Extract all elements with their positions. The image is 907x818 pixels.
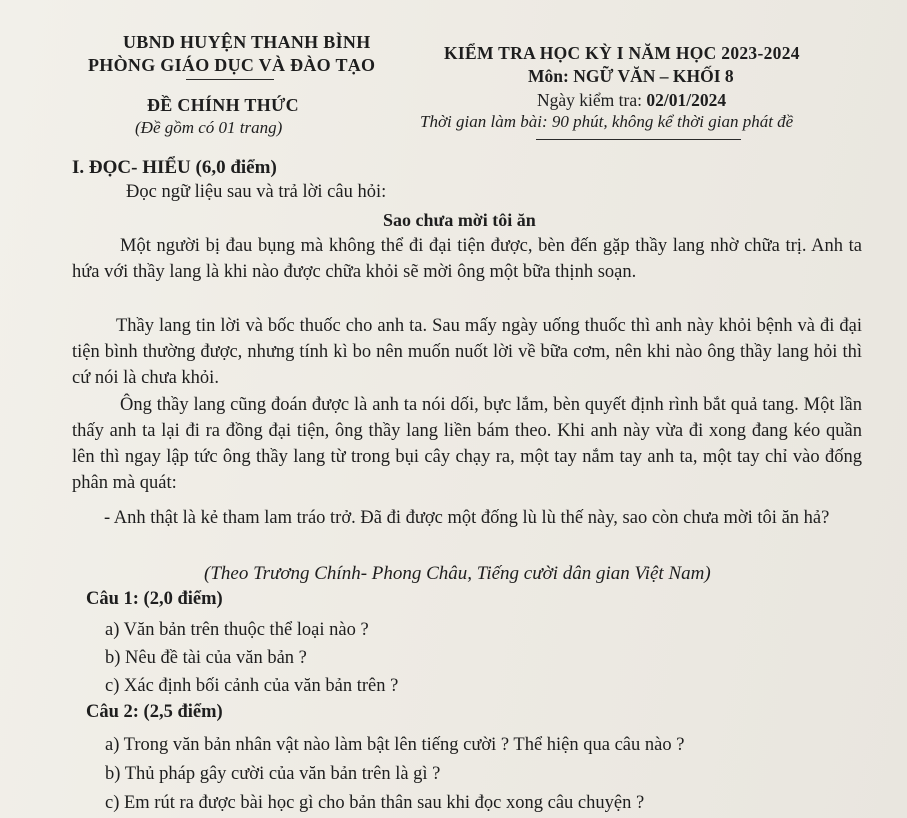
- question-1-item-b: b) Nêu đề tài của văn bản ?: [105, 648, 307, 668]
- exam-title: KIỂM TRA HỌC KỲ I NĂM HỌC 2023-2024: [444, 43, 800, 63]
- exam-date-label: Ngày kiểm tra:: [537, 90, 647, 110]
- story-paragraph-1: Một người bị đau bụng mà không thể đi đại tiện được, bèn đến gặp thầy lang nhờ chữa trị. Anh ta hứa với thầy lang là khi nào được chữa khỏi sẽ mời ông một bữa thịnh soạn.: [72, 236, 862, 282]
- exam-subject: Môn: NGỮ VĂN – KHỐI 8: [528, 66, 734, 86]
- exam-date-value: 02/01/2024: [646, 90, 727, 110]
- question-2-title: Câu 2: (2,5 điểm): [86, 702, 223, 722]
- section-heading: I. ĐỌC- HIỂU (6,0 điểm): [72, 157, 277, 178]
- exam-time: [420, 112, 793, 132]
- exam-time-prefix: Thời gian làm bài:: [420, 112, 552, 131]
- exam-time-value: 90 phút, không kể thời gian phát đề: [551, 112, 794, 131]
- org-underline: [186, 79, 274, 80]
- question-2-item-c: c) Em rút ra được bài học gì cho bản thân sau khi đọc xong câu chuyện ?: [105, 793, 645, 813]
- story-source: (Theo Trương Chính- Phong Châu, Tiếng cười dân gian Việt Nam): [204, 563, 711, 584]
- pages-note: (Đề gồm có 01 trang): [135, 118, 283, 137]
- question-1-item-a: a) Văn bản trên thuộc thể loại nào ?: [105, 620, 369, 640]
- story-title: Sao chưa mời tôi ăn: [383, 210, 536, 230]
- story-paragraph-3: Ông thầy lang cũng đoán được là anh ta nói dối, bực lắm, bèn quyết định rình bắt quả tang. Một lần thấy anh ta lại đi ra đồng đại tiện, ông thầy lang liền bám theo. Khi anh này vừa đi xong đang kéo quần lên thì ngay lập tức ông thầy lang từ trong bụi cây chạy ra, một tay nắm tay anh ta, một tay chỉ vào đống phân mà quát:: [72, 395, 862, 493]
- question-1-item-c: c) Xác định bối cảnh của văn bản trên ?: [105, 676, 399, 696]
- org-line-2: PHÒNG GIÁO DỤC VÀ ĐÀO TẠO: [88, 55, 376, 75]
- story-paragraph-4: - Anh thật là kẻ tham lam tráo trở. Đã đi được một đống lù lù thế này, sao còn chưa mời tôi ăn hả?: [104, 508, 830, 528]
- question-1-title: Câu 1: (2,0 điểm): [86, 589, 223, 609]
- org-line-1: UBND HUYỆN THANH BÌNH: [123, 32, 371, 52]
- question-2-item-b: b) Thủ pháp gây cười của văn bản trên là gì ?: [105, 764, 441, 784]
- story-paragraph-2: Thầy lang tin lời và bốc thuốc cho anh ta. Sau mấy ngày uống thuốc thì anh này khỏi bệnh và đi đại tiện bình thường được, nhưng tính kì bo nên muốn nuốt lời về bữa cơm, nên khi nào ông thầy lang hỏi thì cứ nói là chưa khỏi.: [72, 316, 862, 388]
- question-2-item-a: a) Trong văn bản nhân vật nào làm bật lên tiếng cười ? Thể hiện qua câu nào ?: [105, 735, 685, 755]
- time-underline: [536, 139, 741, 140]
- instruction: Đọc ngữ liệu sau và trả lời câu hỏi:: [126, 182, 387, 202]
- official-label: ĐỀ CHÍNH THỨC: [147, 95, 299, 115]
- exam-date: [537, 90, 726, 111]
